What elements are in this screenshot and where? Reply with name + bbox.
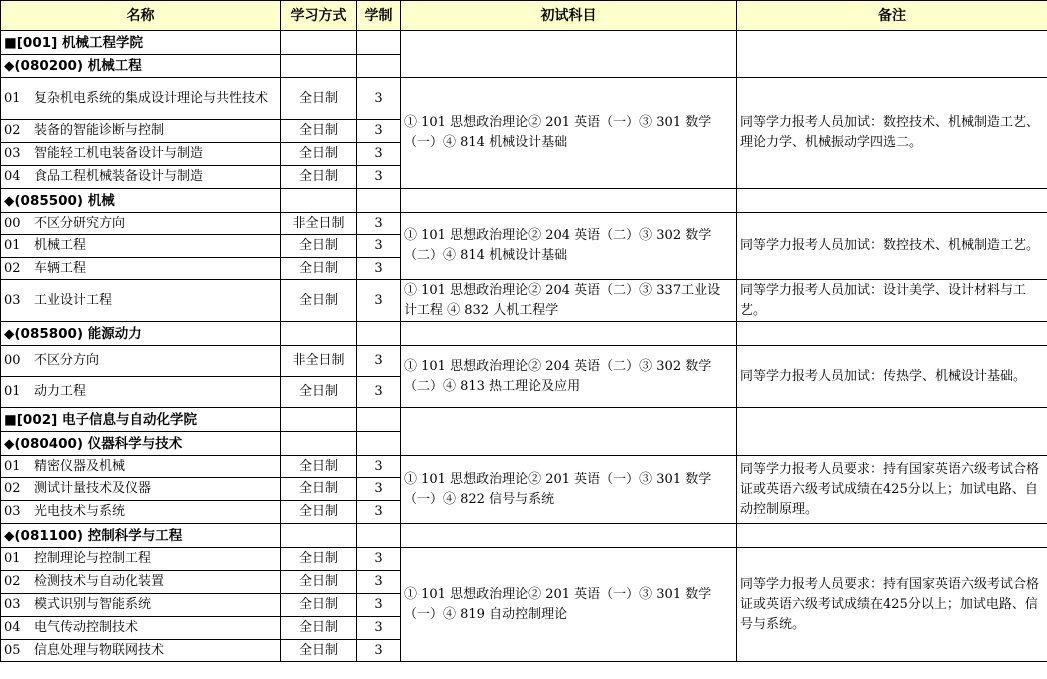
direction-cell: [1, 456, 281, 478]
direction-cell: [1, 213, 281, 235]
study-years: 3: [357, 640, 401, 662]
table-row: [1, 548, 1047, 571]
exam-subjects: ① 101 思想政治理论② 201 英语（一）③ 301 数学（一）④ 819 自动控制理论: [401, 548, 737, 662]
study-years: 3: [357, 280, 401, 322]
direction-name: 控制理论与控制工程: [34, 551, 152, 566]
discipline-label: ◆(080200) 机械工程: [1, 55, 281, 78]
header-mode: 学习方式: [281, 1, 357, 31]
exam-subjects: ① 101 思想政治理论② 204 英语（二）③ 302 数学（二）④ 814 机械设计基础: [401, 213, 737, 280]
study-years: 3: [357, 478, 401, 501]
direction-cell: [1, 166, 281, 189]
discipline-row: [1, 189, 1047, 213]
study-years: 3: [357, 377, 401, 408]
study-mode: 全日制: [281, 571, 357, 594]
direction-name: 智能轻工机电装备设计与制造: [34, 146, 204, 161]
direction-name: 复杂机电系统的集成设计理论与共性技术: [34, 90, 269, 106]
direction-name: 装备的智能诊断与控制: [34, 123, 165, 138]
study-years: 3: [357, 617, 401, 640]
direction-name: 动力工程: [34, 384, 87, 399]
remarks: 同等学力报考人员加试：数控技术、机械制造工艺、理论力学、机械振动学四选二。: [737, 78, 1047, 189]
study-years: 3: [357, 235, 401, 258]
study-mode: 非全日制: [281, 213, 357, 235]
direction-cell: [1, 143, 281, 166]
direction-name: 食品工程机械装备设计与制造: [34, 169, 204, 184]
study-mode: 全日制: [281, 501, 357, 524]
study-years: 3: [357, 501, 401, 524]
direction-code: 04: [4, 169, 21, 184]
study-years: 3: [357, 346, 401, 377]
direction-code: 00: [4, 215, 21, 231]
table-row: [1, 456, 1047, 478]
direction-cell: [1, 120, 281, 143]
direction-code: 05: [4, 642, 21, 658]
study-mode: 全日制: [281, 377, 357, 408]
study-mode: 全日制: [281, 594, 357, 617]
header-name: 名称: [1, 1, 281, 31]
direction-code: 02: [4, 481, 21, 496]
header-row: [1, 1, 1047, 31]
direction-cell: [1, 258, 281, 280]
remarks: 同等学力报考人员要求：持有国家英语六级考试合格证或英语六级考试成绩在425分以上；加试电路、自动控制原理。: [737, 456, 1047, 524]
discipline-label: ◆(080400) 仪器科学与技术: [1, 432, 281, 456]
direction-cell: [1, 571, 281, 594]
direction-code: 01: [4, 384, 21, 399]
direction-name: 机械工程: [34, 238, 87, 253]
direction-name: 车辆工程: [34, 260, 87, 276]
study-mode: 全日制: [281, 166, 357, 189]
study-years: 3: [357, 78, 401, 120]
discipline-label: ◆(085800) 能源动力: [1, 322, 281, 346]
college-row: [1, 408, 1047, 432]
study-mode: 全日制: [281, 617, 357, 640]
remarks: 同等学力报考人员要求：持有国家英语六级考试合格证或英语六级考试成绩在425分以上；加试电路、信号与系统。: [737, 548, 1047, 662]
direction-name: 信息处理与物联网技术: [34, 642, 165, 658]
direction-cell: [1, 346, 281, 377]
direction-name: 精密仪器及机械: [34, 458, 126, 474]
college-label: ■[001] 机械工程学院: [1, 31, 281, 55]
direction-cell: [1, 640, 281, 662]
direction-name: 工业设计工程: [34, 292, 113, 308]
direction-name: 测试计量技术及仪器: [34, 481, 152, 496]
discipline-label: ◆(081100) 控制科学与工程: [1, 524, 281, 548]
discipline-row: [1, 524, 1047, 548]
direction-cell: [1, 548, 281, 571]
direction-cell: [1, 280, 281, 322]
direction-code: 04: [4, 620, 21, 635]
study-mode: 全日制: [281, 640, 357, 662]
exam-subjects: ① 101 思想政治理论② 201 英语（一）③ 301 数学（一）④ 822 信号与系统: [401, 456, 737, 524]
direction-cell: [1, 235, 281, 258]
header-years: 学制: [357, 1, 401, 31]
direction-code: 00: [4, 353, 21, 368]
direction-code: 01: [4, 238, 21, 253]
study-mode: 全日制: [281, 258, 357, 280]
exam-subjects: ① 101 思想政治理论② 204 英语（二）③ 302 数学（二）④ 813 热工理论及应用: [401, 346, 737, 408]
study-mode: 全日制: [281, 478, 357, 501]
direction-code: 03: [4, 292, 21, 308]
direction-cell: [1, 377, 281, 408]
study-years: 3: [357, 571, 401, 594]
direction-code: 03: [4, 597, 21, 612]
direction-cell: [1, 501, 281, 524]
direction-code: 01: [4, 551, 21, 566]
study-mode: 全日制: [281, 456, 357, 478]
direction-code: 01: [4, 90, 21, 106]
direction-cell: [1, 78, 281, 120]
remarks: 同等学力报考人员加试：设计美学、设计材料与工艺。: [737, 280, 1047, 322]
study-mode: 非全日制: [281, 346, 357, 377]
study-years: 3: [357, 213, 401, 235]
direction-code: 01: [4, 458, 21, 474]
direction-name: 不区分研究方向: [34, 215, 126, 231]
direction-name: 不区分方向: [34, 353, 100, 368]
direction-name: 检测技术与自动化装置: [34, 574, 165, 589]
discipline-label: ◆(085500) 机械: [1, 189, 281, 213]
study-mode: 全日制: [281, 78, 357, 120]
direction-name: 电气传动控制技术: [34, 620, 139, 635]
study-mode: 全日制: [281, 280, 357, 322]
study-mode: 全日制: [281, 143, 357, 166]
direction-code: 02: [4, 260, 21, 276]
exam-subjects: ① 101 思想政治理论② 201 英语（一）③ 301 数学（一）④ 814 机械设计基础: [401, 78, 737, 189]
study-years: 3: [357, 548, 401, 571]
direction-cell: [1, 594, 281, 617]
header-notes: 备注: [737, 1, 1047, 31]
direction-name: 模式识别与智能系统: [34, 597, 152, 612]
study-years: 3: [357, 258, 401, 280]
study-years: 3: [357, 594, 401, 617]
direction-code: 02: [4, 574, 21, 589]
direction-code: 03: [4, 504, 21, 519]
direction-code: 02: [4, 123, 21, 138]
exam-subjects: ① 101 思想政治理论② 204 英语（二）③ 337工业设计工程 ④ 832 人机工程学: [401, 280, 737, 322]
remarks: 同等学力报考人员加试：传热学、机械设计基础。: [737, 346, 1047, 408]
discipline-row: [1, 322, 1047, 346]
college-label: ■[002] 电子信息与自动化学院: [1, 408, 281, 432]
table-row: [1, 213, 1047, 235]
study-years: 3: [357, 456, 401, 478]
remarks: 同等学力报考人员加试：数控技术、机械制造工艺。: [737, 213, 1047, 280]
direction-code: 03: [4, 146, 21, 161]
study-mode: 全日制: [281, 548, 357, 571]
table-row: [1, 78, 1047, 120]
study-mode: 全日制: [281, 120, 357, 143]
study-mode: 全日制: [281, 235, 357, 258]
direction-cell: [1, 617, 281, 640]
direction-name: 光电技术与系统: [34, 504, 126, 519]
study-years: 3: [357, 120, 401, 143]
college-row: [1, 31, 1047, 55]
header-subjects: 初试科目: [401, 1, 737, 31]
study-years: 3: [357, 166, 401, 189]
table-row: [1, 346, 1047, 377]
table-row: [1, 280, 1047, 322]
direction-cell: [1, 478, 281, 501]
study-years: 3: [357, 143, 401, 166]
